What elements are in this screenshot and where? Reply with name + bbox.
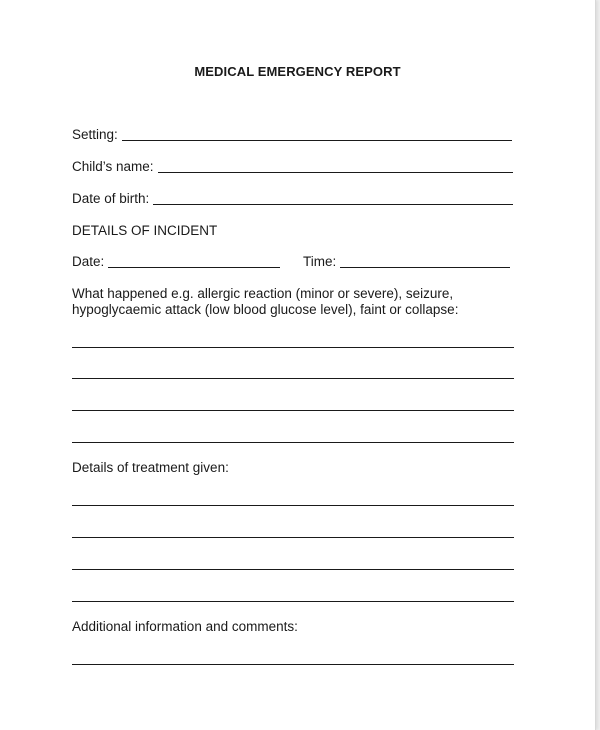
- what-happened-line[interactable]: [72, 347, 514, 348]
- dob-row: [72, 191, 513, 207]
- additional-info-prompt: Additional information and comments:: [72, 619, 298, 634]
- incident-heading: DETAILS OF INCIDENT: [72, 223, 218, 238]
- time-field[interactable]: [340, 255, 510, 268]
- additional-info-line[interactable]: [72, 664, 514, 665]
- treatment-line[interactable]: [72, 505, 514, 506]
- dob-field[interactable]: [153, 192, 513, 205]
- treatment-line[interactable]: [72, 601, 514, 602]
- what-happened-line[interactable]: [72, 442, 514, 443]
- treatment-prompt: Details of treatment given:: [72, 460, 229, 475]
- what-happened-line[interactable]: [72, 378, 514, 379]
- time-row: [303, 254, 510, 270]
- setting-label: Setting:: [72, 127, 118, 142]
- what-happened-prompt-line2: hypoglycaemic attack (low blood glucose level), faint or collapse:: [72, 302, 459, 317]
- dob-label: Date of birth:: [72, 191, 150, 206]
- date-label: Date:: [72, 254, 105, 269]
- what-happened-line[interactable]: [72, 410, 514, 411]
- child-name-row: [72, 159, 513, 175]
- treatment-line[interactable]: [72, 569, 514, 570]
- date-row: [72, 254, 280, 270]
- what-happened-prompt-line1: What happened e.g. allergic reaction (minor or severe), seizure,: [72, 286, 454, 301]
- setting-field[interactable]: [122, 128, 512, 141]
- setting-row: [72, 127, 512, 143]
- time-label: Time:: [303, 254, 337, 269]
- page-title: MEDICAL EMERGENCY REPORT: [194, 64, 401, 79]
- child-name-field[interactable]: [158, 160, 513, 173]
- date-field[interactable]: [108, 255, 280, 268]
- child-name-label: Child’s name:: [72, 159, 154, 174]
- treatment-line[interactable]: [72, 537, 514, 538]
